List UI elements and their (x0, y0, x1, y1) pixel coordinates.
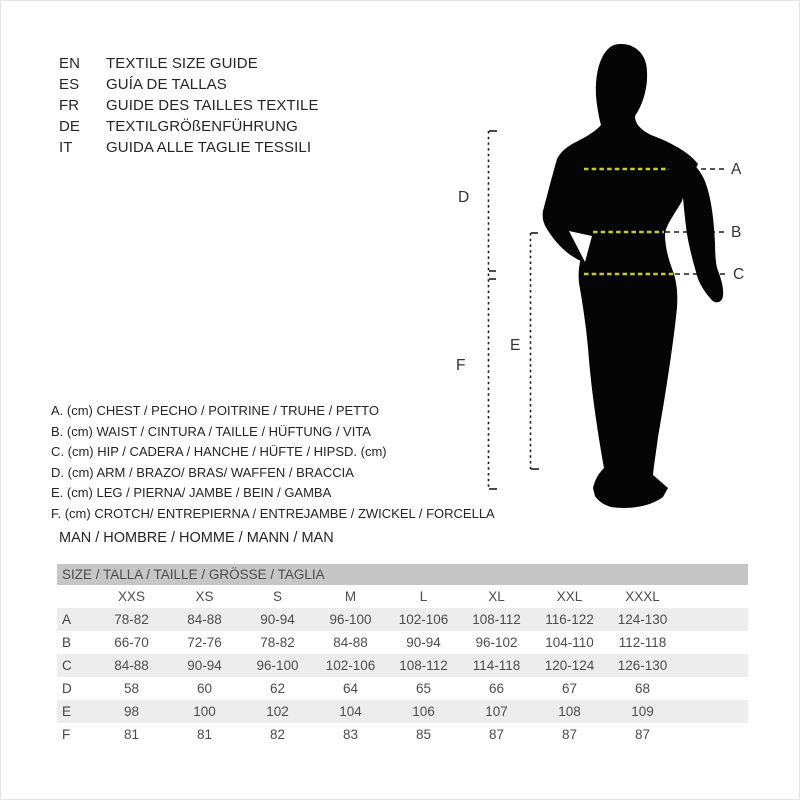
language-code: IT (59, 139, 73, 156)
guide-title: GUIDE DES TAILLES TEXTILE (106, 97, 319, 114)
cell: 84-88 (187, 612, 222, 627)
row-key: B (62, 635, 72, 650)
language-code: EN (59, 55, 81, 72)
cell: 64 (342, 681, 359, 696)
table-row-f (57, 723, 748, 746)
man-right-arm (677, 156, 723, 302)
cell: 96-100 (329, 612, 372, 627)
language-code: DE (59, 118, 81, 135)
cell: 90-94 (260, 612, 295, 627)
cell: 100 (193, 704, 216, 719)
table-row-c (57, 654, 748, 677)
cell: 104-110 (545, 635, 594, 650)
filler-cell (679, 677, 748, 700)
label-a: A (731, 161, 742, 178)
cell: 114-118 (472, 658, 521, 673)
cell: 87 (634, 727, 651, 742)
row-key: E (62, 704, 72, 719)
table-row-e (57, 700, 748, 723)
language-code: FR (59, 97, 80, 114)
cell: 109 (631, 704, 654, 719)
cell: 108 (558, 704, 581, 719)
empty-cell (57, 585, 95, 608)
cell: 102-106 (325, 658, 376, 673)
guide-title: GUÍA DE TALLAS (106, 76, 227, 93)
man-silhouette (543, 44, 698, 508)
cell: 107 (485, 704, 508, 719)
cell: 62 (269, 681, 286, 696)
size-table (57, 564, 748, 746)
category-line: MAN / HOMBRE / HOMME / MANN / MAN (59, 530, 334, 546)
cell: 90-94 (406, 635, 441, 650)
legend-item-d: D. (cm) ARM / BRAZO/ BRAS/ WAFFEN / BRACCIA (51, 464, 354, 480)
cell: 81 (196, 727, 213, 742)
cell: 87 (561, 727, 578, 742)
cell: 104 (339, 704, 362, 719)
label-e: E (510, 337, 521, 354)
cell: 83 (342, 727, 359, 742)
language-code: ES (59, 76, 80, 93)
cell: 96-102 (475, 635, 518, 650)
cell: 126-130 (617, 658, 668, 673)
filler-cell (679, 585, 748, 608)
filler-cell (679, 654, 748, 677)
col-header: XS (195, 589, 214, 604)
cell: 82 (269, 727, 286, 742)
cell: 108-112 (472, 612, 521, 627)
table-row-b (57, 631, 748, 654)
filler-cell (679, 608, 748, 631)
guide-title: TEXTILE SIZE GUIDE (106, 55, 258, 72)
col-header: XL (488, 589, 505, 604)
cell: 87 (488, 727, 505, 742)
row-key: D (62, 681, 72, 696)
cell: 116-122 (545, 612, 594, 627)
size-columns-row (57, 585, 748, 608)
label-c: C (733, 266, 745, 283)
filler-cell (679, 723, 748, 746)
cell: 67 (561, 681, 578, 696)
cell: 78-82 (260, 635, 295, 650)
legend-item-f: F. (cm) CROTCH/ ENTREPIERNA / ENTREJAMBE / ZWICKEL / FORCELLA (51, 505, 495, 521)
guide-title: GUIDA ALLE TAGLIE TESSILI (106, 139, 312, 156)
cell: 90-94 (187, 658, 222, 673)
cell: 102 (266, 704, 289, 719)
legend-item-b: B. (cm) WAIST / CINTURA / TAILLE / HÜFTUNG / VITA (51, 423, 371, 439)
cell: 65 (415, 681, 432, 696)
size-table-header: SIZE / TALLA / TAILLE / GRÖSSE / TAGLIA (57, 564, 748, 585)
filler-cell (679, 700, 748, 723)
cell: 106 (412, 704, 435, 719)
col-header: XXXL (625, 589, 660, 604)
cell: 60 (196, 681, 213, 696)
cell: 124-130 (617, 612, 668, 627)
guide-title: TEXTILGRÖßENFÜHRUNG (106, 118, 298, 135)
col-header: XXL (556, 589, 583, 604)
table-row-d (57, 677, 748, 700)
cell: 85 (415, 727, 432, 742)
col-header: S (272, 589, 282, 604)
cell: 96-100 (256, 658, 299, 673)
cell: 68 (634, 681, 651, 696)
legend-item-a: A. (cm) CHEST / PECHO / POITRINE / TRUHE / PETTO (51, 403, 379, 418)
row-key: C (62, 658, 72, 673)
col-header: L (419, 589, 428, 604)
cell: 66 (488, 681, 505, 696)
cell: 120-124 (544, 658, 595, 673)
cell: 78-82 (114, 612, 149, 627)
row-key: F (62, 727, 71, 742)
cell: 102-106 (398, 612, 449, 627)
cell: 112-118 (618, 635, 667, 650)
label-b: B (731, 224, 742, 241)
measurement-legend (51, 401, 495, 524)
cell: 72-76 (187, 635, 222, 650)
label-d: D (458, 189, 470, 206)
filler-cell (679, 631, 748, 654)
table-row-a (57, 608, 748, 631)
legend-item-e: E. (cm) LEG / PIERNA/ JAMBE / BEIN / GAMBA (51, 485, 332, 500)
legend-item-c: C. (cm) HIP / CADERA / HANCHE / HÜFTE / HIPSD. (cm) (51, 444, 387, 459)
row-key: A (62, 612, 72, 627)
col-header: M (344, 589, 357, 604)
cell: 84-88 (333, 635, 368, 650)
cell: 66-70 (114, 635, 149, 650)
cell: 98 (123, 704, 140, 719)
cell: 58 (123, 681, 140, 696)
label-f: F (456, 357, 466, 374)
cell: 108-112 (399, 658, 448, 673)
col-header: XXS (117, 589, 145, 604)
cell: 81 (123, 727, 140, 742)
cell: 84-88 (114, 658, 149, 673)
